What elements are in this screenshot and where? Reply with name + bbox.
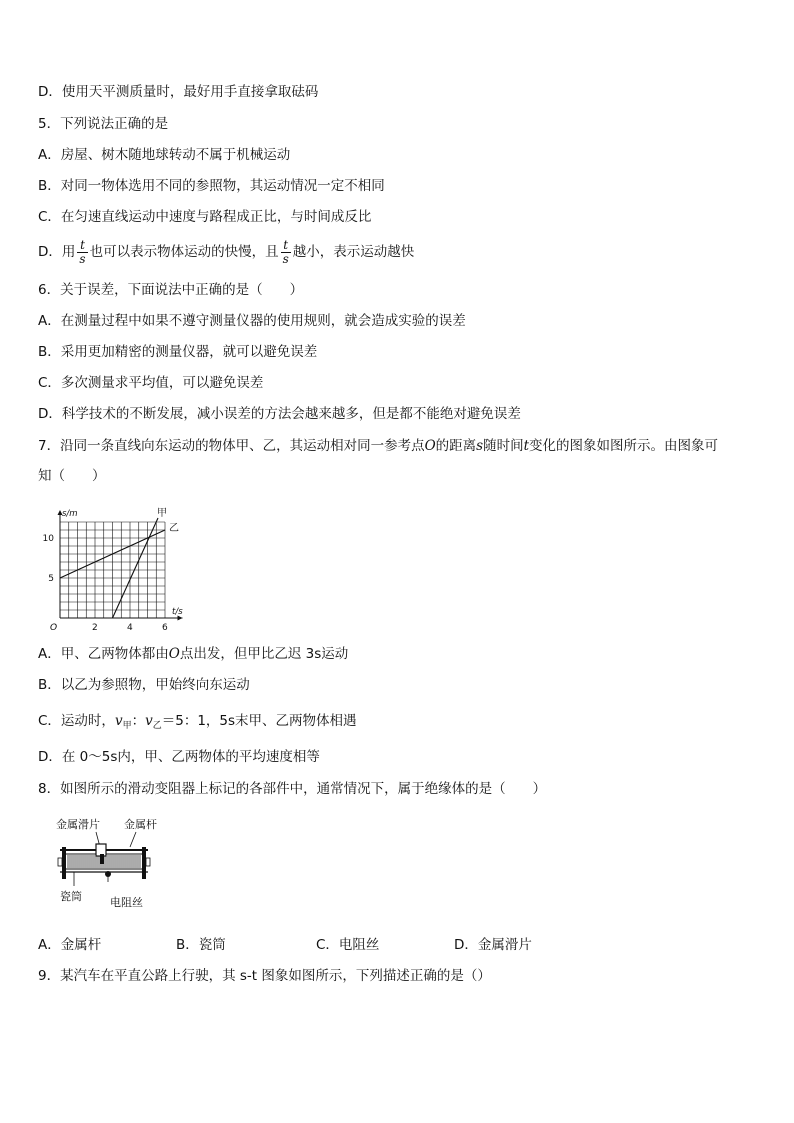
- q6-stem: 6．关于误差，下面说法中正确的是（ ）: [38, 282, 304, 298]
- q7-option-d: D．在 0～5s内，甲、乙两物体的平均速度相等: [38, 749, 320, 765]
- x-axis-label: t/s: [172, 607, 183, 617]
- q7-c-sub-yi: 乙: [152, 721, 162, 731]
- q5-option-b: B．对同一物体选用不同的参照物，其运动情况一定不相同: [38, 178, 385, 194]
- leader-rod: [130, 832, 136, 847]
- q6-option-c: C．多次测量求平均值，可以避免误差: [38, 375, 264, 391]
- q6-option-a: A．在测量过程中如果不遵守测量仪器的使用规则，就会造成实验的误差: [38, 313, 466, 329]
- q7-stem-cont: 知（ ）: [38, 468, 106, 484]
- q5-option-c: C．在匀速直线运动中速度与路程成正比，与时间成反比: [38, 209, 372, 225]
- q7-c-v1: v: [114, 713, 123, 729]
- q8-options: [38, 936, 638, 954]
- q5-d-middle: 也可以表示物体运动的快慢，且: [89, 244, 279, 260]
- q7-option-c: [38, 712, 357, 735]
- q5-d-prefix: D．用: [38, 244, 76, 260]
- q6-option-b: B．采用更加精密的测量仪器，就可以避免误差: [38, 344, 318, 360]
- label-ceramic-tube: 瓷筒: [60, 890, 82, 903]
- y-tick-label: 10: [42, 534, 54, 544]
- q5-stem: 5．下列说法正确的是: [38, 116, 169, 132]
- fraction-t-over-s-2: [281, 239, 291, 266]
- q7-var-t: t: [523, 438, 530, 454]
- q7-var-s: s: [476, 438, 484, 454]
- label-metal-slider: 金属滑片: [56, 818, 100, 831]
- q7-a-point-o: O: [168, 646, 180, 662]
- q8-option-d: D．金属滑片: [454, 937, 532, 953]
- fraction-denominator: s: [282, 251, 289, 266]
- q7-point-o: O: [424, 438, 436, 454]
- q7-a-suffix: 点出发，但甲比乙迟 3s运动: [179, 646, 349, 662]
- x-tick-label: 4: [127, 623, 133, 633]
- q8-stem: 8．如图所示的滑动变阻器上标记的各部件中，通常情况下，属于绝缘体的是（ ）: [38, 781, 547, 797]
- q5-option-d: [38, 236, 414, 268]
- q7-c-suffix: ＝5：1，5s末甲、乙两物体相遇: [161, 713, 357, 729]
- q7-text-1: 7．沿同一条直线向东运动的物体甲、乙，其运动相对同一参考点: [38, 438, 425, 454]
- fraction-numerator: t: [77, 239, 87, 253]
- wire-marker: [105, 871, 111, 877]
- q7-c-prefix: C．运动时，: [38, 713, 115, 729]
- label-metal-rod: 金属杆: [124, 818, 157, 831]
- q7-stem: [38, 437, 718, 455]
- q5-option-a: A．房屋、树木随地球转动不属于机械运动: [38, 147, 291, 163]
- q9-stem: 9．某汽车在平直公路上行驶，其 s-t 图象如图所示，下列描述正确的是（）: [38, 968, 491, 984]
- y-tick-label: 5: [48, 574, 54, 584]
- q4-option-d: D．使用天平测质量时，最好用手直接拿取砝码: [38, 84, 319, 100]
- fraction-t-over-s: [77, 239, 87, 266]
- q7-c-v2: v: [145, 713, 153, 729]
- x-tick-label: 2: [92, 623, 98, 633]
- q7-c-sub-jia: 甲: [122, 721, 132, 731]
- q8-option-c: C．电阻丝: [316, 937, 380, 953]
- series-label-jia: 甲: [157, 508, 167, 519]
- q8-option-b: B．瓷筒: [176, 937, 226, 953]
- label-resistance-wire: 电阻丝: [110, 896, 143, 909]
- q5-d-suffix: 越小，表示运动越快: [292, 244, 415, 260]
- q7-text-2: 的距离: [435, 438, 477, 454]
- q6-option-d: D．科学技术的不断发展，减小误差的方法会越来越多，但是都不能绝对避免误差: [38, 406, 521, 422]
- q7-option-b: B．以乙为参照物，甲始终向东运动: [38, 677, 250, 693]
- q8-option-a: A．金属杆: [38, 937, 102, 953]
- origin-label: O: [50, 623, 58, 633]
- series-line-jia: [113, 518, 159, 618]
- series-label-yi: 乙: [169, 523, 179, 534]
- q7-a-prefix: A．甲、乙两物体都由: [38, 646, 169, 662]
- q7-text-3: 随时间: [483, 438, 524, 454]
- q7-option-a: [38, 645, 348, 663]
- rheostat-diagram: [52, 814, 172, 910]
- x-tick-label: 6: [162, 623, 168, 633]
- rheostat-body: [58, 844, 150, 879]
- s-t-chart: [40, 492, 210, 634]
- y-axis-label: s/m: [62, 509, 78, 519]
- fraction-denominator: s: [79, 251, 86, 266]
- q7-c-colon: ：: [131, 713, 146, 729]
- fraction-numerator: t: [281, 239, 291, 253]
- q7-text-4: 变化的图象如图所示。由图象可: [529, 438, 719, 454]
